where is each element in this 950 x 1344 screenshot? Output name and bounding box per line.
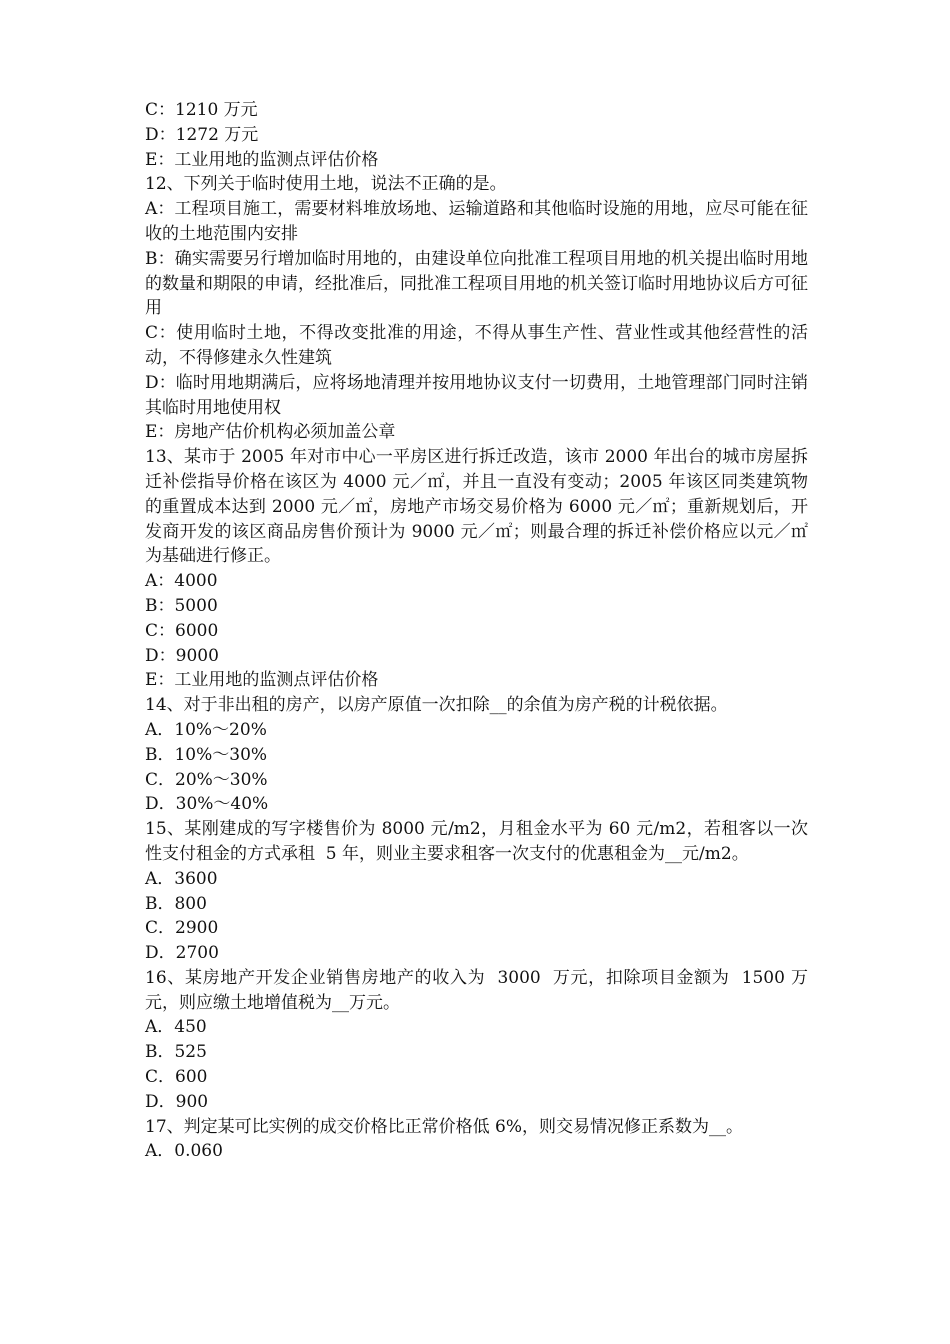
question-17: 17、判定某可比实例的成交价格比正常价格低 6%，则交易情况修正系数为__。 <box>145 1116 744 1137</box>
question-15: 15、某刚建成的写字楼售价为 8000 元/m2，月租金水平为 60 元/m2，若租客以一次性支付租金的方式承租 5 年，则业主要求租客一次支付的优惠租金为__元/m2。 <box>145 819 808 864</box>
question-13-option-d: D：9000 <box>145 645 219 666</box>
question-14-option-c: C．20%～30% <box>145 769 268 790</box>
option-c-line: C：1210 万元 <box>145 100 258 120</box>
question-12-option-e: E：房地产估价机构必须加盖公章 <box>145 422 396 443</box>
question-12-option-c: C：使用临时土地，不得改变批准的用途，不得从事生产性、营业性或其他经营性的活动，不得修建永久性建筑 <box>145 323 808 368</box>
question-16-option-c: C．600 <box>145 1067 208 1088</box>
question-13-option-a: A：4000 <box>145 571 218 592</box>
question-15-option-c: C．2900 <box>145 918 219 939</box>
question-14-option-d: D．30%～40% <box>145 794 269 815</box>
question-15-option-d: D．2700 <box>145 943 219 964</box>
question-12-option-b: B：确实需要另行增加临时用地的，由建设单位向批准工程项目用地的机关提出临时用地的数量和期限的申请，经批准后，同批准工程项目用地的机关签订临时用地协议后方可征用 <box>145 248 808 319</box>
question-15-option-a: A．3600 <box>145 868 218 889</box>
question-16-option-b: B．525 <box>145 1042 207 1063</box>
question-12-option-d: D：临时用地期满后，应将场地清理并按用地协议支付一切费用，土地管理部门同时注销其临时用地使用权 <box>145 372 808 418</box>
question-16-option-a: A．450 <box>145 1017 207 1038</box>
question-16: 16、某房地产开发企业销售房地产的收入为 3000 万元，扣除项目金额为 1500 万元，则应缴土地增值税为__万元。 <box>145 967 808 1013</box>
question-16-option-d: D．900 <box>145 1091 209 1112</box>
question-12-option-a: A：工程项目施工，需要材料堆放场地、运输道路和其他临时设施的用地，应尽可能在征收的土地范围内安排 <box>145 199 808 244</box>
question-13-option-b: B：5000 <box>145 595 218 616</box>
document-body <box>145 98 808 1164</box>
question-15-option-b: B．800 <box>145 893 207 914</box>
question-13-option-e: E：工业用地的监测点评估价格 <box>145 670 379 691</box>
option-d-line: D：1272 万元 <box>145 124 259 145</box>
question-13: 13、某市于 2005 年对市中心一平房区进行拆迁改造，该市 2000 年出台的城市房屋拆迁补偿指导价格在该区为 4000 元／㎡，并且一直没有变动；2005 年该区同类建筑物的重置成本达到 2000 元／㎡，房地产市场交易价格为 6000 元／㎡；重新规划后，开发商开发的该区商品房售价预计为 9000 元／㎡；则最合理的拆迁补偿价格应以元／㎡为基础进行修正。 <box>145 447 808 567</box>
question-13-option-c: C：6000 <box>145 620 219 641</box>
question-14: 14、对于非出租的房产，以房产原值一次扣除__的余值为房产税的计税依据。 <box>145 695 728 716</box>
question-14-option-b: B．10%～30% <box>145 744 268 765</box>
question-14-option-a: A．10%～20% <box>145 719 267 740</box>
option-e-line: E：工业用地的监测点评估价格 <box>145 149 379 170</box>
question-12: 12、下列关于临时使用土地，说法不正确的是。 <box>145 174 507 195</box>
question-17-option-a: A．0.060 <box>145 1141 223 1162</box>
